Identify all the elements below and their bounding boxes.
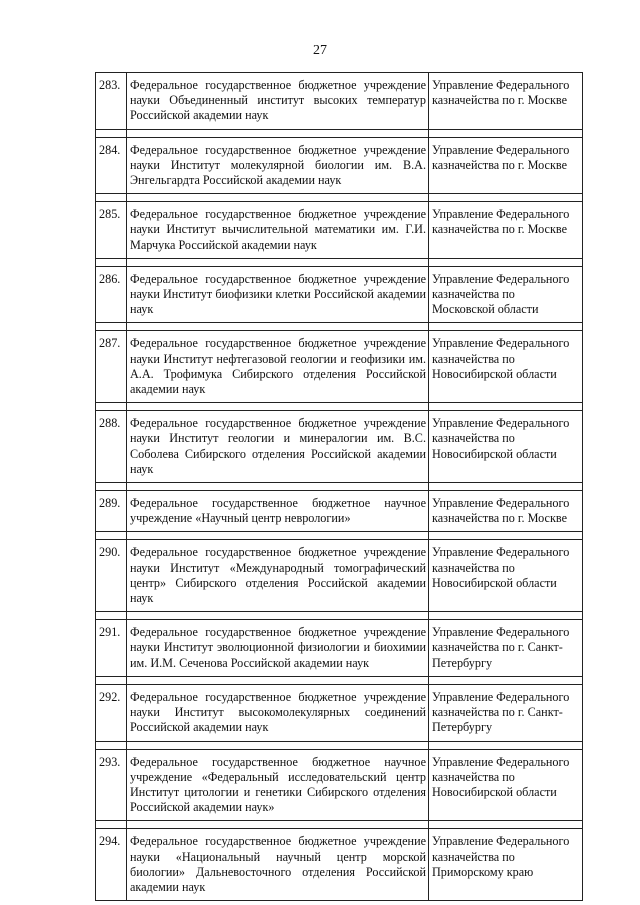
separator-cell	[127, 483, 429, 491]
separator-cell	[96, 741, 127, 749]
separator-cell	[429, 129, 583, 137]
row-separator	[96, 258, 583, 266]
separator-cell	[127, 612, 429, 620]
treasury-office: Управление Федерального казначейства по г. Москве	[429, 73, 583, 130]
treasury-office: Управление Федерального казначейства по г. Москве	[429, 202, 583, 259]
institution-name: Федеральное государственное бюджетное учреждение науки Институт биофизики клетки Российской академии наук	[127, 266, 429, 323]
separator-cell	[96, 676, 127, 684]
separator-cell	[96, 532, 127, 540]
table-row	[96, 331, 583, 403]
separator-cell	[429, 532, 583, 540]
institution-name: Федеральное государственное бюджетное учреждение науки «Национальный научный центр морской биологии» Дальневосточного отделения Российской академии наук	[127, 829, 429, 901]
institution-name: Федеральное государственное бюджетное научное учреждение «Федеральный исследовательский центр Институт цитологии и генетики Сибирского отделения Российской академии наук»	[127, 749, 429, 821]
row-number: 290.	[96, 540, 127, 612]
table-row	[96, 540, 583, 612]
row-separator	[96, 676, 583, 684]
separator-cell	[96, 258, 127, 266]
row-number: 285.	[96, 202, 127, 259]
institution-name: Федеральное государственное бюджетное учреждение науки Институт молекулярной биологии им. В.А. Энгельгардта Российской академии наук	[127, 137, 429, 194]
separator-cell	[127, 741, 429, 749]
separator-cell	[429, 403, 583, 411]
row-separator	[96, 532, 583, 540]
separator-cell	[429, 194, 583, 202]
row-number: 292.	[96, 684, 127, 741]
separator-cell	[96, 483, 127, 491]
separator-cell	[127, 403, 429, 411]
separator-cell	[429, 741, 583, 749]
row-number: 287.	[96, 331, 127, 403]
institution-name: Федеральное государственное бюджетное учреждение науки Институт высокомолекулярных соединений Российской академии наук	[127, 684, 429, 741]
separator-cell	[96, 323, 127, 331]
row-separator	[96, 194, 583, 202]
institution-name: Федеральное государственное бюджетное учреждение науки Институт вычислительной математики им. Г.И. Марчука Российской академии наук	[127, 202, 429, 259]
institution-name: Федеральное государственное бюджетное научное учреждение «Научный центр неврологии»	[127, 491, 429, 532]
table-row	[96, 491, 583, 532]
separator-cell	[127, 821, 429, 829]
treasury-office: Управление Федерального казначейства по Новосибирской области	[429, 411, 583, 483]
treasury-office: Управление Федерального казначейства по г. Санкт-Петербургу	[429, 684, 583, 741]
table-row	[96, 620, 583, 677]
treasury-office: Управление Федерального казначейства по г. Санкт-Петербургу	[429, 620, 583, 677]
separator-cell	[96, 194, 127, 202]
row-separator	[96, 129, 583, 137]
table-row	[96, 411, 583, 483]
row-number: 284.	[96, 137, 127, 194]
row-separator	[96, 323, 583, 331]
table-row	[96, 137, 583, 194]
separator-cell	[96, 821, 127, 829]
treasury-office: Управление Федерального казначейства по Новосибирской области	[429, 749, 583, 821]
table-row	[96, 749, 583, 821]
table-row	[96, 829, 583, 901]
row-number: 291.	[96, 620, 127, 677]
row-separator	[96, 483, 583, 491]
institution-name: Федеральное государственное бюджетное учреждение науки Институт эволюционной физиологии и биохимии им. И.М. Сеченова Российской академии наук	[127, 620, 429, 677]
separator-cell	[429, 323, 583, 331]
treasury-office: Управление Федерального казначейства по Новосибирской области	[429, 540, 583, 612]
table-row	[96, 266, 583, 323]
institutions-table-body	[96, 73, 583, 901]
separator-cell	[127, 129, 429, 137]
separator-cell	[429, 258, 583, 266]
row-number: 283.	[96, 73, 127, 130]
separator-cell	[96, 403, 127, 411]
table-row	[96, 684, 583, 741]
separator-cell	[96, 129, 127, 137]
separator-cell	[429, 483, 583, 491]
table-row	[96, 202, 583, 259]
treasury-office: Управление Федерального казначейства по г. Москве	[429, 137, 583, 194]
row-number: 289.	[96, 491, 127, 532]
treasury-office: Управление Федерального казначейства по г. Москве	[429, 491, 583, 532]
separator-cell	[127, 323, 429, 331]
row-separator	[96, 741, 583, 749]
separator-cell	[127, 676, 429, 684]
separator-cell	[127, 194, 429, 202]
page-number: 27	[313, 43, 327, 58]
institution-name: Федеральное государственное бюджетное учреждение науки Объединенный институт высоких температур Российской академии наук	[127, 73, 429, 130]
treasury-office: Управление Федерального казначейства по Московской области	[429, 266, 583, 323]
separator-cell	[429, 612, 583, 620]
row-number: 286.	[96, 266, 127, 323]
institutions-table	[95, 72, 583, 901]
institution-name: Федеральное государственное бюджетное учреждение науки Институт геологии и минералогии им. В.С. Соболева Сибирского отделения Российской академии наук	[127, 411, 429, 483]
row-number: 288.	[96, 411, 127, 483]
separator-cell	[127, 532, 429, 540]
institution-name: Федеральное государственное бюджетное учреждение науки Институт нефтегазовой геологии и геофизики им. А.А. Трофимука Сибирского отделения Российской академии наук	[127, 331, 429, 403]
row-number: 293.	[96, 749, 127, 821]
separator-cell	[127, 258, 429, 266]
treasury-office: Управление Федерального казначейства по Приморскому краю	[429, 829, 583, 901]
row-separator	[96, 612, 583, 620]
table-row	[96, 73, 583, 130]
row-separator	[96, 403, 583, 411]
separator-cell	[429, 821, 583, 829]
row-number: 294.	[96, 829, 127, 901]
institution-name: Федеральное государственное бюджетное учреждение науки Институт «Международный томографический центр» Сибирского отделения Российской академии наук	[127, 540, 429, 612]
separator-cell	[96, 612, 127, 620]
treasury-office: Управление Федерального казначейства по Новосибирской области	[429, 331, 583, 403]
separator-cell	[429, 676, 583, 684]
row-separator	[96, 821, 583, 829]
